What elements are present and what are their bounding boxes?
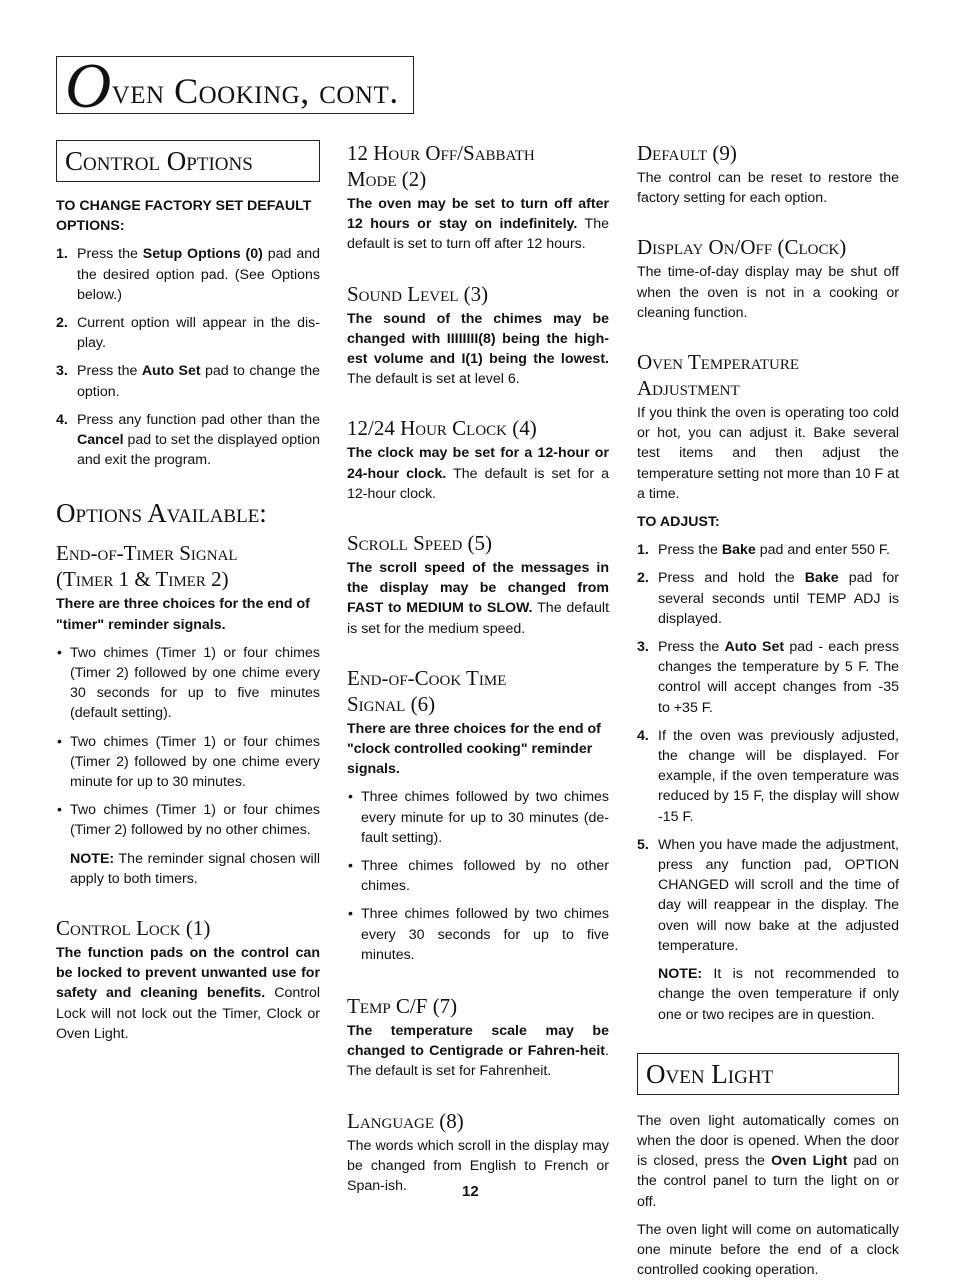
language-text: The words which scroll in the display may be changed from English to French or Span-ish. bbox=[347, 1137, 609, 1195]
scroll-speed-text: The scroll speed of the messages in the display may be changed from FAST to MEDIUM to SLOW. The default is set for the medium speed. bbox=[347, 560, 610, 637]
column-2 bbox=[347, 140, 609, 1196]
temp-cf-heading: Temp C/F (7) bbox=[347, 994, 458, 1019]
oven-temp-adj-heading: Oven Temperature Adjustment bbox=[637, 350, 800, 401]
clock-1224-heading: 12/24 Hour Clock (4) bbox=[347, 416, 537, 441]
list-item: • Three chimes followed by no other chimes. bbox=[347, 856, 609, 896]
to-adjust-heading: TO ADJUST: bbox=[637, 514, 720, 531]
end-timer-note: NOTE: The reminder signal chosen will apply to both timers. bbox=[70, 850, 320, 887]
temp-cf-text: The temperature scale may be changed to Centigrade or Fahren-heit. The default is set for Fahrenheit. bbox=[347, 1023, 609, 1080]
change-defaults-heading: TO CHANGE FACTORY SET DEFAULT OPTIONS: bbox=[56, 198, 312, 235]
scroll-speed-heading: Scroll Speed (5) bbox=[347, 531, 493, 556]
list-item: • Two chimes (Timer 1) or four chimes (Timer 2) followed by one chime every 30 seconds for up to five minutes (default setting). bbox=[56, 643, 320, 724]
change-defaults-steps bbox=[56, 244, 320, 470]
step-item: 1. Press the Bake pad and enter 550 F. bbox=[637, 542, 890, 559]
clock-1224-text: The clock may be set for a 12-hour or 24-hour clock. The default is set for a 12-hour clock. bbox=[347, 445, 609, 502]
list-item: • Three chimes followed by two chimes every minute for up to 30 minutes (de-fault setting). bbox=[347, 787, 609, 848]
page-title bbox=[65, 50, 399, 121]
hour-off-heading: 12 Hour Off/Sabbath Mode (2) bbox=[347, 141, 535, 191]
oven-light-text-1: The oven light automatically comes on when the door is opened. When the door is closed, press the Oven Light pad on the control panel to turn the light on or off. bbox=[637, 1112, 899, 1210]
column-1 bbox=[56, 140, 320, 1044]
end-timer-heading: End-of-Timer Signal (Timer 1 & Timer 2) bbox=[56, 541, 238, 592]
control-lock-heading: Control Lock (1) bbox=[56, 916, 211, 941]
sound-level-text: The sound of the chimes may be changed with IIIIIIII(8) being the high-est volume and I(1) being the lowest. The default is set at level 6. bbox=[347, 310, 609, 388]
control-lock-text: The function pads on the control can be locked to prevent unwanted use for safety and cleaning benefits. Control Lock will not lock out the Timer, Clock or Oven Light. bbox=[56, 945, 320, 1042]
end-timer-lead: There are three choices for the end of "timer" reminder signals. bbox=[56, 596, 310, 633]
end-cook-lead: There are three choices for the end of "clock controlled cooking" reminder signals. bbox=[347, 720, 601, 778]
step-item: 4. Press any function pad other than the Cancel pad to set the displayed option and exit the program. bbox=[56, 411, 320, 469]
display-onoff-heading: Display On/Off (Clock) bbox=[637, 235, 847, 260]
page-title-initial: O bbox=[65, 50, 112, 121]
oven-temp-adj-note: NOTE: It is not recommended to change the oven temperature if only one or two recipes are in question. bbox=[658, 966, 899, 1023]
list-item: • Two chimes (Timer 1) or four chimes (Timer 2) followed by one chime every minute for up to 30 minutes. bbox=[56, 732, 320, 793]
options-available-heading: Options Available: bbox=[56, 498, 267, 529]
hour-off-text: The oven may be set to turn off after 12 hours or stay on indefinitely. The default is set to turn off after 12 hours. bbox=[347, 196, 609, 253]
step-item: 4. If the oven was previously adjusted, the change will be displayed. For example, if the oven temperature was reduced by 15 F, the display will show -15 F. bbox=[637, 727, 899, 825]
language-heading: Language (8) bbox=[347, 1108, 464, 1133]
sound-level-heading: Sound Level (3) bbox=[347, 281, 489, 306]
step-item: 3. Press the Auto Set pad - each press changes the temperature by 5 F. The control will accept changes from -35 to +35 F. bbox=[637, 639, 900, 716]
display-onoff-text: The time-of-day display may be shut off when the oven is not in a cooking or cleaning function. bbox=[637, 264, 899, 321]
step-item: 3. Press the Auto Set pad to change the option. bbox=[56, 363, 321, 400]
end-cook-heading: End-of-Cook Time Signal (6) bbox=[347, 665, 507, 716]
oven-temp-adj-text: If you think the oven is operating too cold or hot, you can adjust it. Bake several test items and then adjust the temperature setting not more than 10 F at a time. bbox=[637, 405, 899, 502]
oven-light-text-2: The oven light will come on automatically one minute before the end of a clock controlled cooking operation. bbox=[637, 1221, 899, 1279]
end-timer-options bbox=[56, 643, 320, 841]
default-text: The control can be reset to restore the factory setting for each option. bbox=[637, 170, 899, 207]
page-title-box bbox=[56, 50, 414, 121]
list-item: • Two chimes (Timer 1) or four chimes (Timer 2) followed by no other chimes. bbox=[56, 800, 320, 840]
oven-light-heading: Oven Light bbox=[637, 1053, 899, 1095]
control-options-heading: Control Options bbox=[56, 140, 320, 182]
to-adjust-steps bbox=[637, 540, 899, 956]
default-heading: Default (9) bbox=[637, 141, 737, 165]
page-number: 12 bbox=[462, 1183, 479, 1200]
page-title-rest: ven Cooking, cont. bbox=[111, 71, 399, 111]
step-item: 2. Current option will appear in the dis-play. bbox=[56, 315, 320, 352]
column-3 bbox=[637, 140, 899, 1280]
step-item: 2. Press and hold the Bake pad for several seconds until TEMP ADJ is displayed. bbox=[637, 570, 899, 627]
end-cook-options bbox=[347, 787, 609, 965]
step-item: 5. When you have made the adjustment, press any function pad, OPTION CHANGED will scroll and the time of day will reappear in the display. The oven will now bake at the adjusted temperature. bbox=[637, 836, 899, 954]
list-item: • Three chimes followed by two chimes every 30 seconds for up to five minutes. bbox=[347, 904, 609, 965]
step-item: 1. Press the Setup Options (0) pad and the desired option pad. (See Options below.) bbox=[56, 246, 321, 303]
